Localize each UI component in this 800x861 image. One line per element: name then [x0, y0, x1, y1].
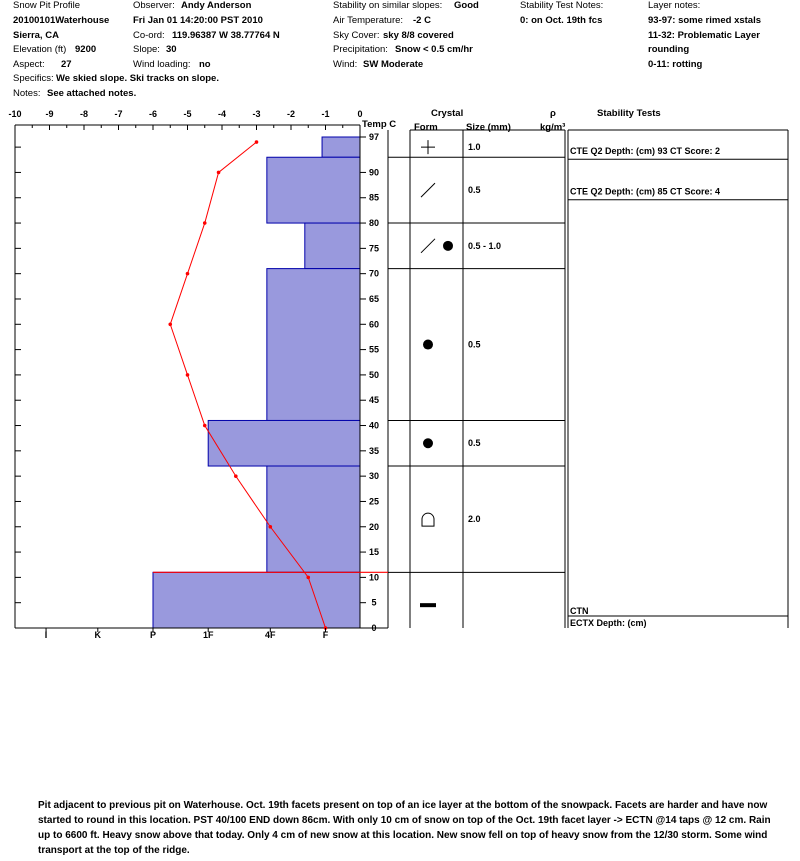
temperature-point	[234, 474, 238, 478]
slope-label: Slope:	[133, 44, 160, 55]
hardness-tick-label: 1F	[202, 630, 214, 640]
stability-test-notes-label: Stability Test Notes:	[520, 0, 604, 11]
elevation-value: 9200	[75, 44, 97, 55]
depth-tick-label: 70	[368, 268, 380, 279]
stability-test-result: CTN	[570, 606, 589, 616]
slope-value: 30	[166, 44, 177, 55]
crystal-size-label: 0.5	[468, 438, 481, 449]
temperature-point	[203, 424, 207, 428]
hardness-tick-label: P	[149, 630, 157, 640]
rounded-grain-icon	[443, 241, 453, 251]
temp-tick-label: -3	[252, 109, 261, 119]
depth-tick-label: 35	[368, 445, 380, 456]
coord-label: Co-ord:	[133, 30, 165, 41]
depth-tick-label: 0	[371, 623, 377, 633]
temperature-point	[203, 221, 207, 225]
form-column-header: Form	[414, 122, 438, 133]
wind-value: SW Moderate	[363, 59, 424, 70]
rounded-grain-icon	[423, 438, 433, 448]
depth-hoar-icon	[422, 513, 434, 526]
stability-test-result: ECTX Depth: (cm)	[570, 618, 647, 628]
temp-tick-label: -7	[114, 109, 123, 119]
temp-tick-label: -1	[321, 109, 330, 119]
crystal-size-label: 0.5 - 1.0	[468, 240, 502, 251]
depth-tick-label: 80	[368, 218, 380, 229]
sky-value: sky 8/8 covered	[383, 30, 454, 41]
aspect-value: 27	[61, 59, 72, 70]
hardness-layer	[305, 223, 360, 269]
depth-tick-label: 5	[371, 597, 377, 608]
hardness-tick-label: F	[322, 630, 329, 640]
depth-tick-label: 25	[368, 496, 380, 507]
notes-label: Notes:	[13, 88, 41, 99]
wind-loading-value: no	[199, 59, 211, 70]
depth-tick-label: 97	[368, 132, 380, 142]
temp-tick-label: -10	[8, 109, 22, 119]
depth-tick-label: 40	[368, 420, 380, 431]
observation-datetime: Fri Jan 01 14:20:00 PST 2010	[133, 15, 263, 26]
stability-tests-column-header: Stability Tests	[597, 108, 661, 119]
precip-value: Snow < 0.5 cm/hr	[395, 44, 473, 55]
elevation-label: Elevation (ft)	[13, 44, 67, 55]
decomposing-slash-icon	[421, 183, 435, 197]
ice-layer-icon	[420, 603, 436, 607]
air-temp-value: -2 C	[413, 15, 431, 26]
layer-note: 11-32: Problematic Layer	[648, 30, 760, 41]
temperature-point	[255, 140, 259, 144]
temperature-point	[186, 373, 190, 377]
aspect-label: Aspect:	[13, 59, 45, 70]
hardness-layer	[267, 157, 360, 223]
hardness-tick-label: K	[94, 630, 102, 640]
wind-label: Wind:	[333, 59, 358, 70]
depth-tick-label: 90	[368, 167, 380, 178]
depth-tick-label: 30	[368, 471, 380, 482]
crystal-size-label: 0.5	[468, 185, 481, 196]
depth-tick-label: 65	[368, 293, 380, 304]
notes-value: See attached notes.	[47, 88, 137, 99]
observer-label: Observer:	[133, 0, 175, 11]
rounded-grain-icon	[423, 340, 433, 350]
temp-tick-label: 0	[357, 109, 363, 119]
hardness-layer	[267, 269, 360, 421]
coord-value: 119.96387 W 38.77764 N	[172, 30, 280, 41]
size-column-header: Size (mm)	[466, 122, 511, 133]
crystal-size-label: 0.5	[468, 339, 481, 350]
depth-tick-label: 20	[368, 521, 380, 532]
hardness-layer	[267, 466, 360, 572]
observer-value: Andy Anderson	[181, 0, 252, 11]
temp-tick-label: -9	[45, 109, 54, 119]
temperature-point	[168, 322, 172, 326]
profile-title: Snow Pit Profile	[13, 0, 81, 11]
stability-test-result: CTE Q2 Depth: (cm) 93 CT Score: 2	[570, 146, 721, 157]
depth-tick-label: 45	[368, 395, 380, 406]
pit-id: 20100101Waterhouse	[13, 15, 110, 26]
decomposing-slash-icon	[421, 239, 435, 253]
stability-label: Stability on similar slopes:	[333, 0, 443, 11]
stability-test-result: CTE Q2 Depth: (cm) 85 CT Score: 4	[570, 186, 721, 197]
depth-tick-label: 60	[368, 319, 380, 330]
temp-tick-label: -8	[79, 109, 89, 119]
precip-label: Precipitation:	[333, 44, 388, 55]
hardness-tick-label: I	[44, 630, 48, 640]
temp-tick-label: -6	[148, 109, 158, 119]
hardness-layer	[153, 572, 360, 628]
density-symbol: ρ	[550, 108, 556, 119]
air-temp-label: Air Temperature:	[333, 15, 404, 26]
location: Sierra, CA	[13, 30, 59, 41]
layer-note: rounding	[648, 44, 690, 55]
layer-notes-label: Layer notes:	[648, 0, 701, 11]
depth-tick-label: 50	[368, 369, 380, 380]
temp-tick-label: -2	[286, 109, 296, 119]
depth-tick-label: 75	[368, 243, 380, 254]
hardness-layer	[208, 420, 360, 466]
temperature-point	[306, 576, 310, 580]
density-column-header: kg/m³	[540, 122, 566, 133]
temp-tick-label: -4	[217, 109, 227, 119]
stability-value: Good	[454, 0, 479, 11]
depth-tick-label: 55	[368, 344, 380, 355]
footer-notes: Pit adjacent to previous pit on Waterhouse. Oct. 19th facets present on top of an ice layer at the bottom of the snowpack. Facets are harder and have now started to round in this location. PST 40/100 END down 86cm. With only 10 cm of snow on top of the Oct. 19th facet layer -> ECTN @14 taps @ 12 cm. Rain up to 6600 ft. Heavy snow above that today. Only 4 cm of new snow at this location. New snow fell on top of heavy snow from the 12/30 storm. Some wind transport at the top of the ridge.	[38, 800, 771, 856]
depth-tick-label: 10	[368, 572, 380, 583]
specifics-label: Specifics:	[13, 73, 54, 84]
crystal-column-header: Crystal	[431, 108, 464, 119]
layer-note: 93-97: some rimed xstals	[648, 15, 762, 26]
wind-loading-label: Wind loading:	[133, 59, 191, 70]
crystal-size-label: 2.0	[468, 514, 481, 525]
temp-column-header: Temp C	[362, 119, 397, 130]
crystal-size-label: 1.0	[468, 142, 481, 153]
hardness-layer	[322, 137, 360, 157]
temp-tick-label: -5	[183, 109, 192, 119]
specifics-value: We skied slope. Ski tracks on slope.	[56, 73, 219, 84]
temperature-point	[269, 525, 273, 529]
sky-label: Sky Cover:	[333, 30, 380, 41]
layer-note: 0-11: rotting	[648, 59, 703, 70]
stability-test-note: 0: on Oct. 19th fcs	[520, 15, 603, 26]
depth-tick-label: 85	[368, 192, 380, 203]
temperature-point	[186, 272, 190, 276]
hardness-tick-label: 4F	[265, 630, 276, 640]
temperature-point	[217, 171, 221, 175]
depth-tick-label: 15	[368, 547, 380, 558]
